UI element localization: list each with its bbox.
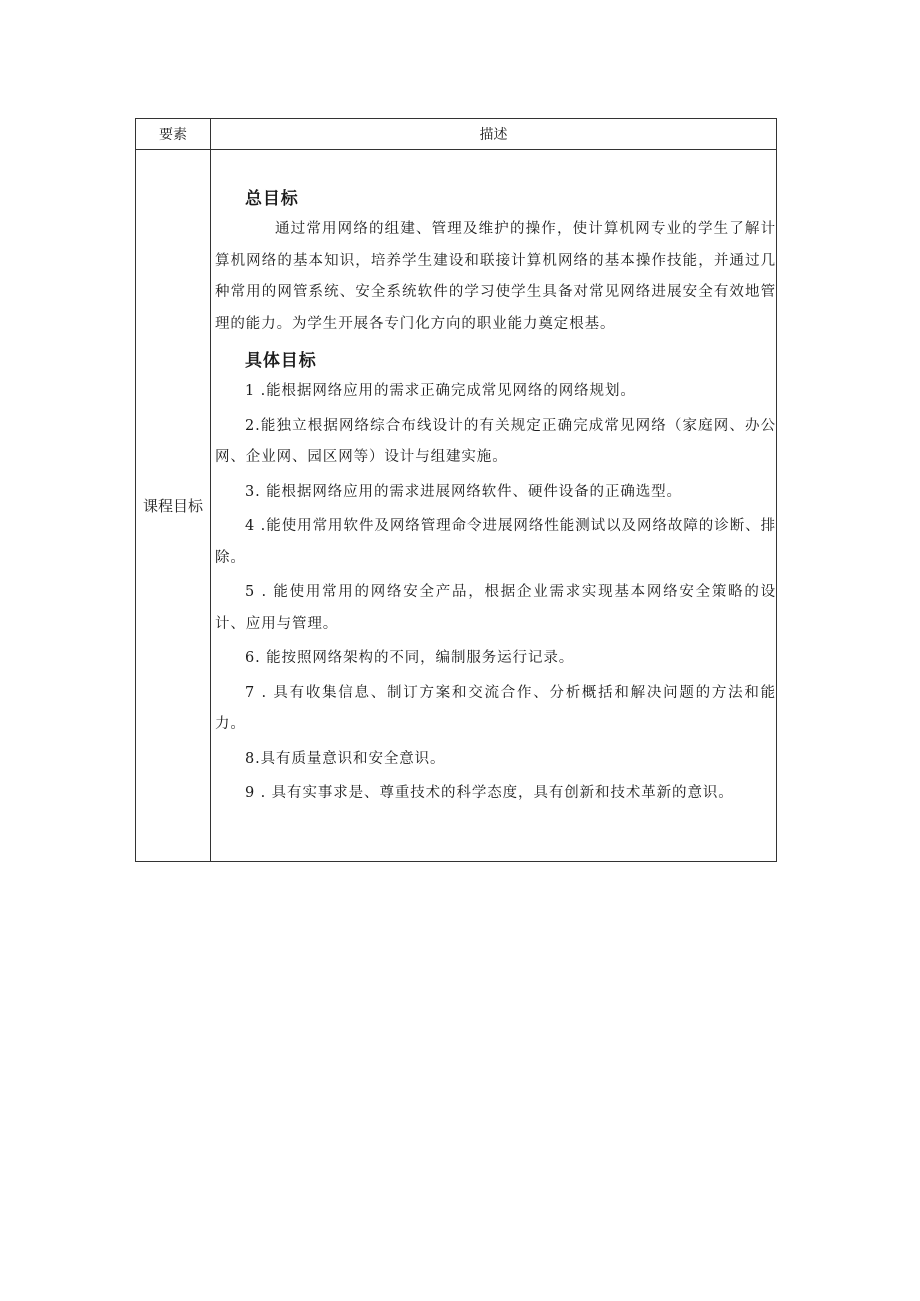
description-cell <box>211 150 777 862</box>
goal-item-text: 能使用常用的网络安全产品，根据企业需求实现基本网络安全策略的设计、应用与管理。 <box>215 584 776 632</box>
goal-item <box>215 643 776 675</box>
goal-item-text: 能按照网络架构的不同，编制服务运行记录。 <box>266 650 575 666</box>
goal-item-number: 5 . <box>245 584 274 600</box>
goal-item-number: 3. <box>245 483 267 500</box>
overall-goal-title: 总目标 <box>245 189 299 209</box>
specific-goals-title: 具体目标 <box>245 351 317 371</box>
table-row <box>136 150 777 862</box>
row-label-course-objectives: 课程目标 <box>136 150 211 862</box>
goal-item <box>215 678 776 741</box>
overall-goal-text: 通过常用网络的组建、管理及维护的操作，使计算机网专业的学生了解计算机网络的基本知识，培养学生建设和联接计算机网络的基本操作技能，并通过几种常用的网管系统、安全系统软件的学习使学生具备对常见网络进展安全有效地管理的能力。为学生开展各专门化方向的职业能力奠定根基。 <box>215 221 776 332</box>
goal-item-number: 4 . <box>245 518 267 534</box>
goal-item-number: 8. <box>245 750 261 767</box>
goal-item <box>215 376 776 408</box>
goal-item-text: 能根据网络应用的需求进展网络软件、硬件设备的正确选型。 <box>266 483 682 500</box>
goal-item-number: 9 . <box>245 785 272 801</box>
goal-item <box>215 778 776 810</box>
goal-item <box>215 477 776 509</box>
goal-item-number: 7 . <box>245 684 274 701</box>
goal-item-text: 能独立根据网络综合布线设计的有关规定正确完成常见网络（家庭网、办公网、企业网、园区网等）设计与组建实施。 <box>215 417 776 465</box>
goal-item <box>215 411 776 474</box>
goal-item-number: 2. <box>245 417 261 434</box>
goal-item-text: 能使用常用软件及网络管理命令进展网络性能测试以及网络故障的诊断、排除。 <box>215 518 776 566</box>
goal-item-number: 6. <box>245 650 267 666</box>
goal-item-text: 具有收集信息、制订方案和交流合作、分析概括和解决问题的方法和能力。 <box>215 684 776 732</box>
goal-item <box>215 744 776 776</box>
header-element: 要素 <box>136 119 211 150</box>
table-header-row <box>136 119 777 150</box>
goal-item <box>215 577 776 640</box>
goal-item <box>215 511 776 574</box>
goal-item-number: 1 . <box>245 383 267 399</box>
goal-item-text: 具有实事求是、尊重技术的科学态度，具有创新和技术革新的意识。 <box>271 785 734 801</box>
goal-item-text: 具有质量意识和安全意识。 <box>260 750 446 767</box>
goal-item-text: 能根据网络应用的需求正确完成常见网络的网络规划。 <box>266 383 636 399</box>
course-objectives-table <box>135 118 777 862</box>
header-description: 描述 <box>211 119 777 150</box>
